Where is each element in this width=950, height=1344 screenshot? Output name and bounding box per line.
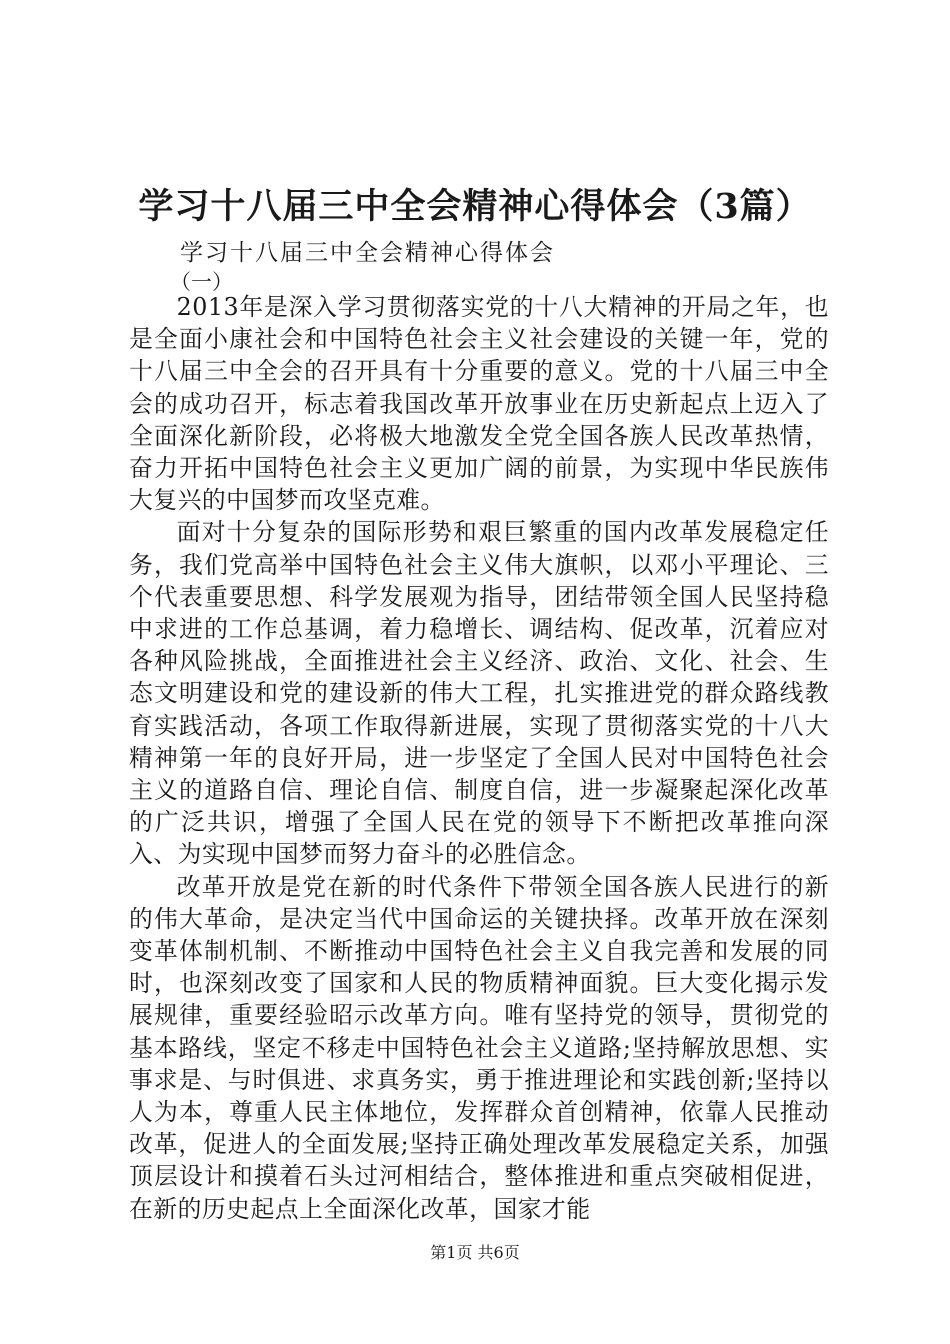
- paragraph: 2013年是深入学习贯彻落实党的十八大精神的开局之年，也是全面小康社会和中国特色社会主义社会建设的关键一年，党的十八届三中全会的召开具有十分重要的意义。党的十八届三中全会的成功召开，标志着我国改革开放事业在历史新起点上迈入了全面深化新阶段，必将极大地激发全党全国各族人民改革热情，奋力开拓中国特色社会主义更加广阔的前景，为实现中华民族伟大复兴的中国梦而攻坚克难。: [129, 293, 829, 515]
- page-footer: 第1页 共6页: [430, 1243, 520, 1262]
- document-subtitle: 学习十八届三中全会精神心得体会: [180, 240, 555, 266]
- document-body: [129, 291, 829, 1225]
- paragraph: 面对十分复杂的国际形势和艰巨繁重的国内改革发展稳定任务，我们党高举中国特色社会主义伟大旗帜，以邓小平理论、三个代表重要思想、科学发展观为指导，团结带领全国人民坚持稳中求进的工作总基调，着力稳增长、调结构、促改革，沉着应对各种风险挑战，全面推进社会主义经济、政治、文化、社会、生态文明建设和党的建设新的伟大工程，扎实推进党的群众路线教育实践活动，各项工作取得新进展，实现了贯彻落实党的十八大精神第一年的良好开局，进一步坚定了全国人民对中国特色社会主义的道路自信、理论自信、制度自信，进一步凝聚起深化改革的广泛共识，增强了全国人民在党的领导下不断把改革推向深入、为实现中国梦而努力奋斗的必胜信念。: [129, 518, 829, 869]
- paragraph: 改革开放是党在新的时代条件下带领全国各族人民进行的新的伟大革命，是决定当代中国命运的关键抉择。改革开放在深刻变革体制机制、不断推动中国特色社会主义自我完善和发展的同时，也深刻改变了国家和人民的物质精神面貌。巨大变化揭示发展规律，重要经验昭示改革方向。唯有坚持党的领导，贯彻党的基本路线，坚定不移走中国特色社会主义道路;坚持解放思想、实事求是、与时俱进、求真务实，勇于推进理论和实践创新;坚持以人为本，尊重人民主体地位，发挥群众首创精神，依靠人民推动改革，促进人的全面发展;坚持正确处理改革发展稳定关系，加强顶层设计和摸着石头过河相结合，整体推进和重点突破相促进，在新的历史起点上全面深化改革，国家才能: [129, 872, 829, 1223]
- document-title: 学习十八届三中全会精神心得体会（3篇）: [138, 186, 812, 227]
- section-number: （一）: [170, 270, 233, 294]
